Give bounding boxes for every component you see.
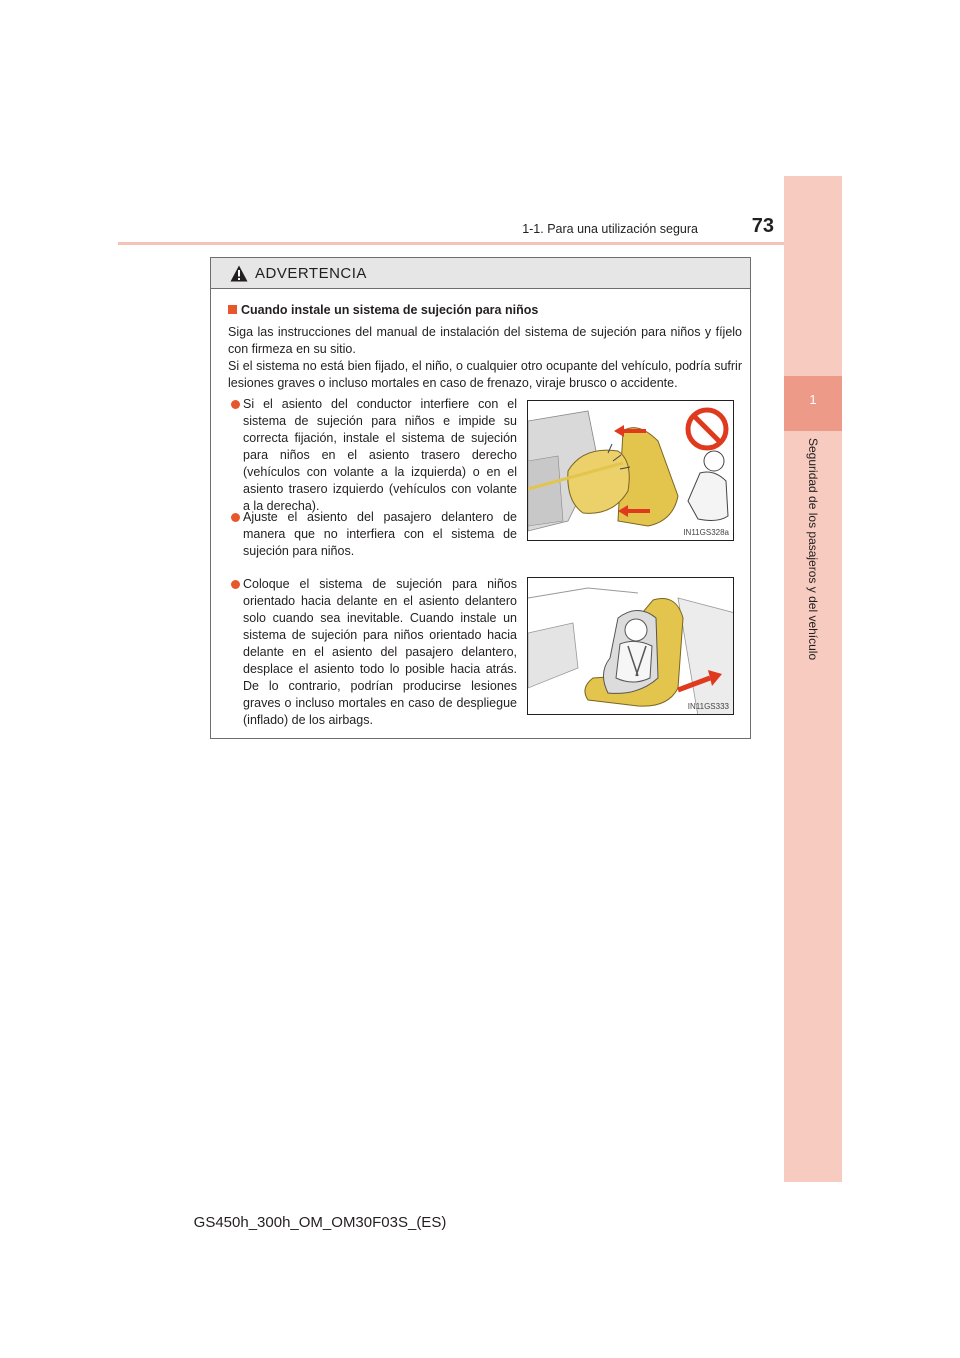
chapter-number: 1 [809,392,817,407]
bullet-item [231,396,517,515]
bullet-item [231,509,517,560]
warning-subhead [228,303,738,317]
bullet-text: Si el asiento del conductor interfiere con el sistema de sujeción para niños e impide su correcta fijación, instale el sistema de sujeción para niños en el asiento trasero derecho (vehículos con volante a la izquierda) o en el asiento trasero izquierdo (vehículos con volante a la derecha). [243,397,517,513]
header-rule [118,242,842,245]
section-title: 1-1. Para una utilización segura [522,222,698,236]
round-bullet-icon [231,580,240,589]
bullet-text: Ajuste el asiento del pasajero delantero de manera que no interfiera con el sistema de sujeción para niños. [243,510,517,558]
square-bullet-icon [228,305,237,314]
intro-paragraph: Si el sistema no está bien fijado, el niño, o cualquier otro ocupante del vehículo, podría sufrir lesiones graves o incluso mortales en caso de frenazo, viraje brusco o accidente. [228,359,742,390]
figure-code: IN11GS328a [683,528,729,537]
round-bullet-icon [231,400,240,409]
warning-triangle-icon [230,265,248,282]
figure-forward-facing-seat [527,577,734,715]
round-bullet-icon [231,513,240,522]
bullet-item [231,576,517,729]
chapter-side-tab [784,176,842,1182]
figure-code: IN11GS333 [687,702,729,711]
document-code: GS450h_300h_OM_OM30F03S_(ES) [193,1214,447,1231]
figure-seat-interference [527,400,734,541]
warning-subhead-text: Cuando instale un sistema de sujeción para niños [241,303,539,317]
intro-paragraph: Siga las instrucciones del manual de instalación del sistema de sujeción para niños y fíjelo con firmeza en su sitio. [228,325,742,356]
warning-header [211,258,750,289]
chapter-label [807,438,821,678]
warning-box [210,257,751,739]
warning-title: ADVERTENCIA [255,265,367,282]
prohibition-icon [685,407,729,451]
chapter-label-text: Seguridad de los pasajeros y del vehículo [806,438,820,661]
warning-intro [228,324,742,392]
bullet-text: Coloque el sistema de sujeción para niños orientado hacia delante en el asiento delantero solo cuando sea inevitable. Cuando instale un sistema de sujeción para niños orientado hacia delante en el asiento del pasajero delantero, desplace el asiento todo lo posible hacia atrás. De lo contrario, podrían producirse lesiones graves o incluso mortales en caso de despliegue (inflado) de los airbags. [243,577,517,727]
page-number: 73 [751,215,774,237]
forward-facing-seat-illustration [528,578,734,715]
